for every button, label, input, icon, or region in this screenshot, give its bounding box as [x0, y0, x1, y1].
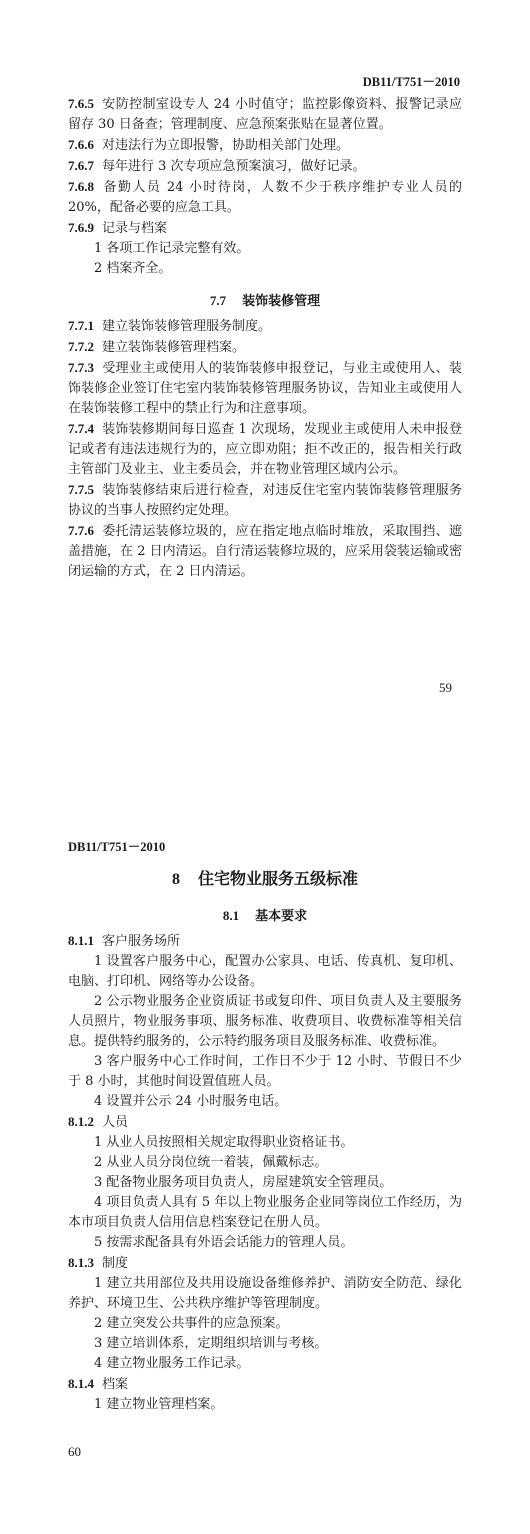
sub-clause: 4 设置并公示 24 小时服务电话。	[94, 1094, 288, 1109]
clause-7-6-8: 7.6.8 备勤人员 24 小时待岗，人数不少于秩序维护专业人员的 20%，配备必要的应急工具。	[68, 179, 462, 215]
sub-clause: 3 建立培训体系，定期组织培训与考核。	[94, 1336, 328, 1351]
page-number: 60	[68, 1444, 81, 1459]
sub-clause: 1 建立物业管理档案。	[94, 1397, 224, 1412]
sub-clause: 4 项目负责人具有 5 年以上物业服务企业同等岗位工作经历，为本市项目负责人信用信息档案登记在册人员。	[68, 1195, 462, 1230]
page-59-body	[68, 94, 462, 582]
sub-clause: 1 从业人员按照相关规定取得职业资格证书。	[94, 1135, 354, 1150]
sub-clause: 1 建立共用部位及共用设施设备维修养护、消防安全防范、绿化养护、环境卫生、公共秩序维护等管理制度。	[68, 1276, 462, 1311]
page-60-body	[68, 867, 462, 1415]
clause-7-6-6: 7.6.6 对违法行为立即报警，协助相关部门处理。	[68, 137, 350, 153]
clause-8-1-3: 8.1.3 制度	[68, 1255, 129, 1271]
sub-clause: 1 各项工作记录完整有效。	[94, 241, 250, 256]
clause-7-7-1: 7.7.1 建立装饰装修管理服务制度。	[68, 318, 272, 334]
clause-7-6-5: 7.6.5 安防控制室设专人 24 小时值守；监控影像资料、报警记录应留存 30 日备查；管理制度、应急预案张贴在显著位置。	[68, 96, 462, 132]
clause-7-7-5: 7.7.5 装饰装修结束后进行检查，对违反住宅室内装饰装修管理服务协议的当事人按照约定处理。	[68, 482, 462, 518]
clause-7-6-9: 7.6.9 记录与档案	[68, 220, 168, 236]
clause-7-7-4: 7.7.4 装饰装修期间每日巡查 1 次现场，发现业主或使用人未申报登记或者有违法违规行为的，应立即劝阻；拒不改正的，报告相关行政主管部门及业主、业主委员会，并在物业管理区域内公示。	[68, 421, 462, 477]
doc-code-header: DB11/T751－2010	[362, 75, 460, 89]
clause-8-1-4: 8.1.4 档案	[68, 1376, 129, 1392]
sub-clause: 3 客户服务中心工作时间，工作日不少于 12 小时、节假日不少于 8 小时，其他时间设置值班人员。	[68, 1054, 462, 1089]
sub-clause: 2 建立突发公共事件的应急预案。	[94, 1316, 289, 1331]
clause-7-7-6: 7.7.6 委托清运装修垃圾的，应在指定地点临时堆放，采取围挡、遮盖措施，在 2 日内清运。自行清运装修垃圾的，应采用袋装运输或密闭运输的方式，在 2 日内清运。	[68, 523, 462, 579]
section-heading-8-1: 8.1 基本要求	[222, 908, 308, 924]
clause-7-7-3: 7.7.3 受理业主或使用人的装饰装修申报登记，与业主或使用人、装饰装修企业签订住宅室内装饰装修管理服务协议，告知业主或使用人在装饰装修工程中的禁止行为和注意事项。	[68, 360, 462, 416]
sub-clause: 5 按需求配备具有外语会话能力的管理人员。	[94, 1235, 354, 1250]
sub-clause: 2 公示物业服务企业资质证书或复印件、项目负责人及主要服务人员照片，物业服务事项、服务标准、收费项目、收费标准等相关信息。提供特约服务的，公示特约服务项目及服务标准、收费标准。	[68, 994, 462, 1049]
clause-8-1-2: 8.1.2 人员	[68, 1114, 129, 1130]
chapter-heading-8: 8 住宅物业服务五级标准	[171, 869, 358, 888]
section-heading-7-7: 7.7 装饰装修管理	[209, 293, 321, 309]
doc-code-header: DB11/T751－2010	[68, 840, 166, 854]
clause-8-1-1: 8.1.1 客户服务场所	[68, 933, 181, 949]
sub-clause: 4 建立物业服务工作记录。	[94, 1356, 250, 1371]
sub-clause: 1 设置客户服务中心，配置办公家具、电话、传真机、复印机、电脑、打印机、网络等办公设备。	[68, 954, 462, 989]
page-60	[0, 767, 530, 1534]
clause-7-7-2: 7.7.2 建立装饰装修管理档案。	[68, 339, 246, 355]
sub-clause: 2 档案齐全。	[94, 261, 172, 276]
clause-7-6-7: 7.6.7 每年进行 3 次专项应急预案演习，做好记录。	[68, 158, 366, 174]
sub-clause: 2 从业人员分岗位统一着装，佩戴标志。	[94, 1155, 328, 1170]
page-number: 59	[439, 680, 452, 695]
sub-clause: 3 配备物业服务项目负责人，房屋建筑安全管理员。	[94, 1175, 393, 1190]
